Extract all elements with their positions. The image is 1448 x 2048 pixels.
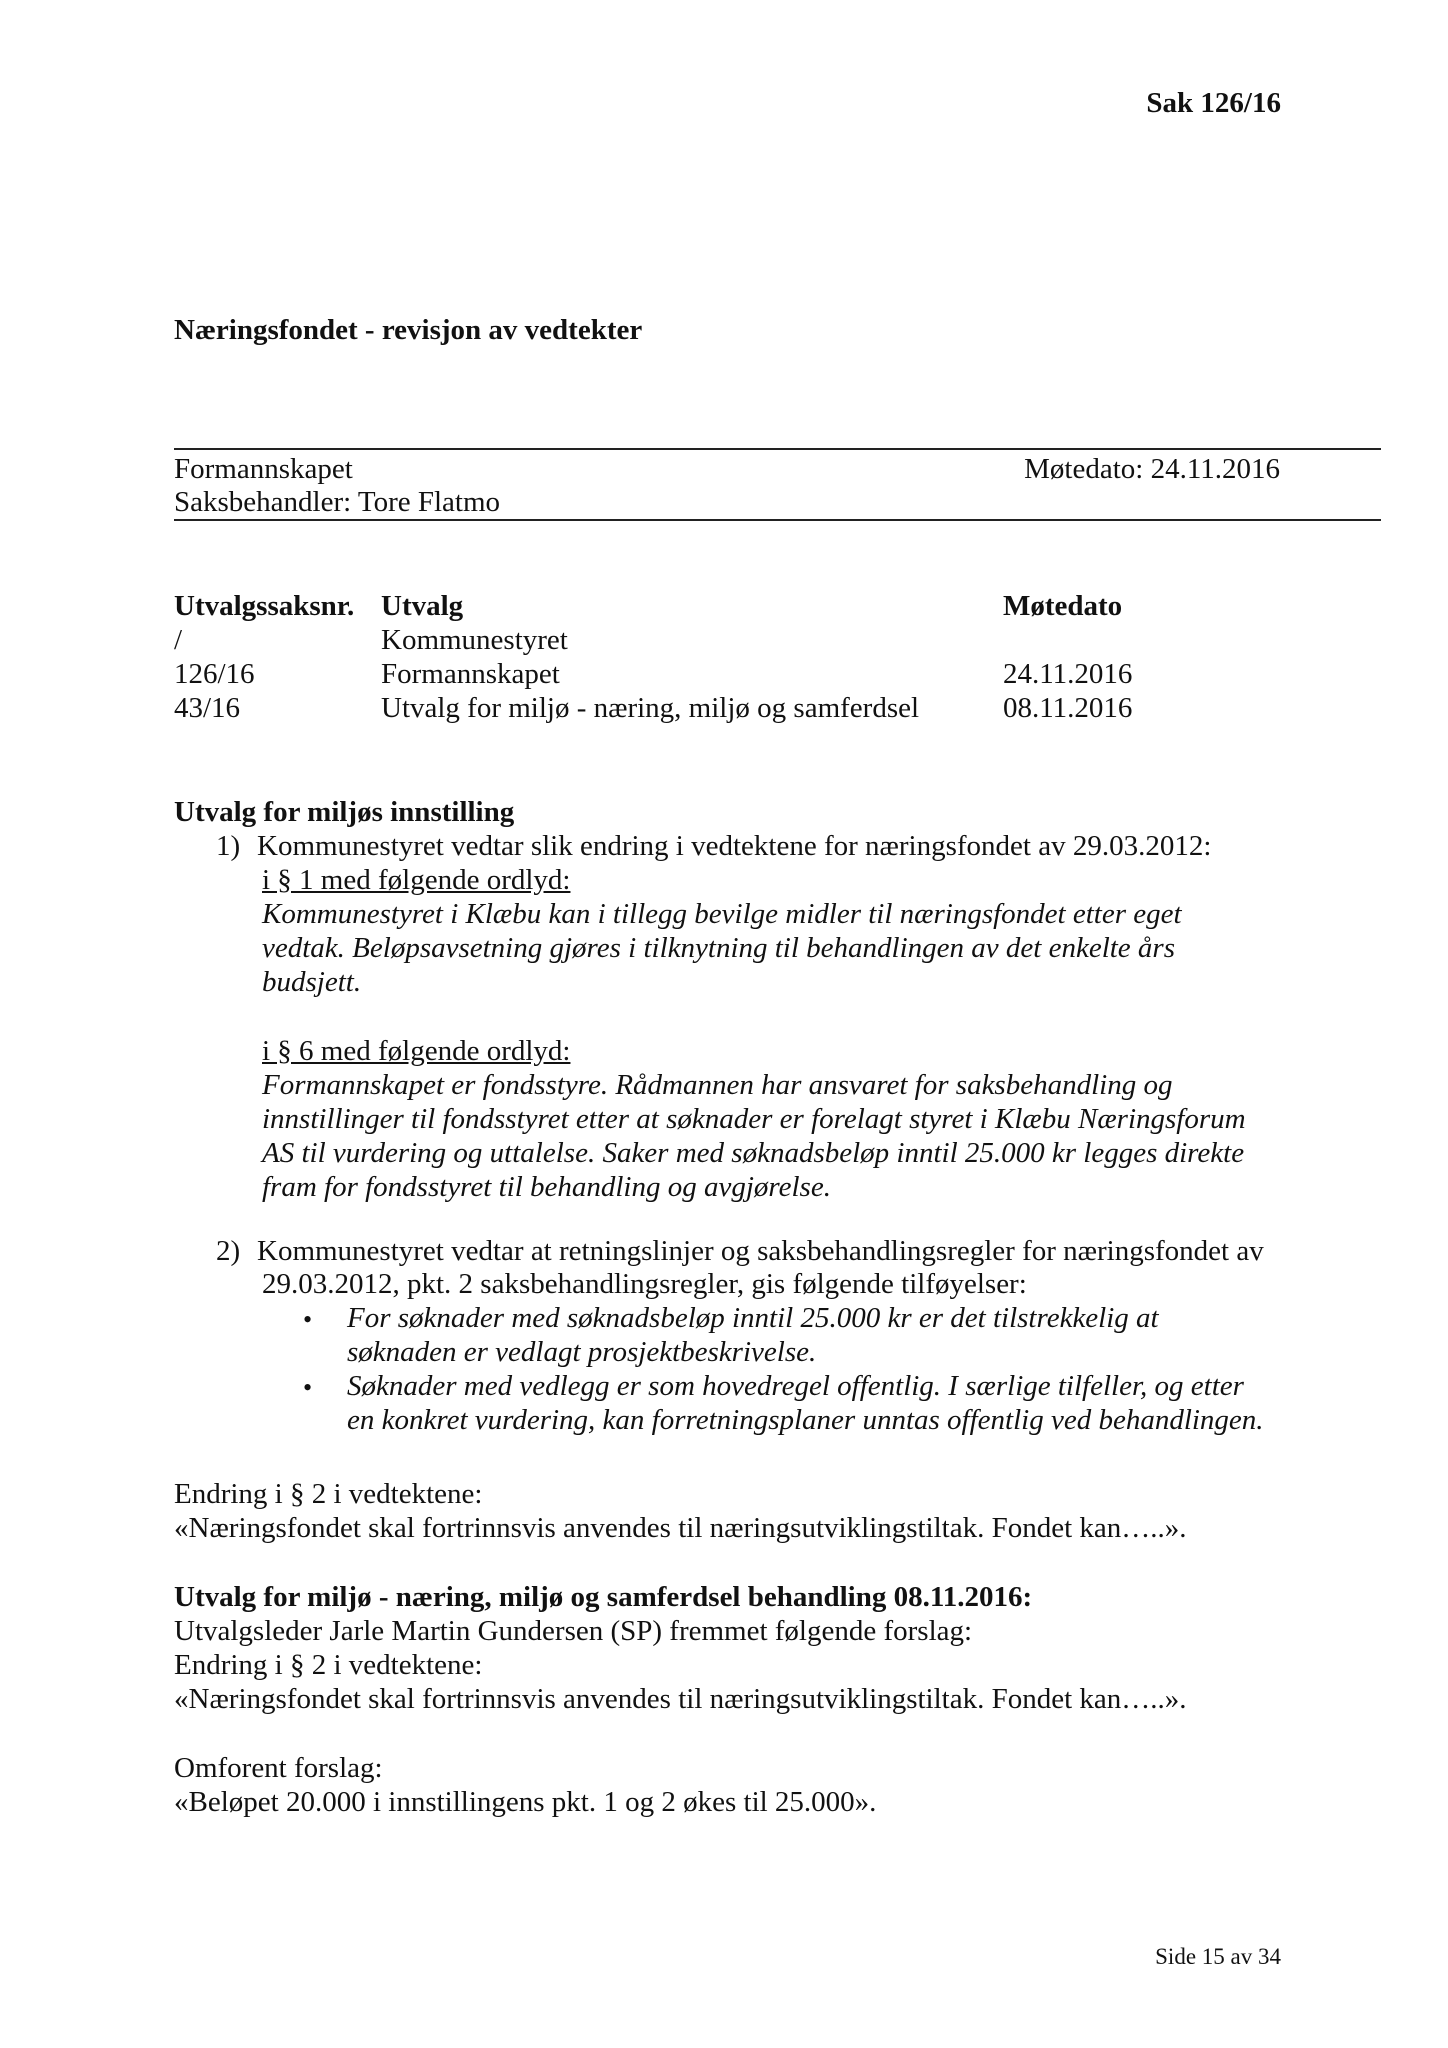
section-text-line: budsjett. [262, 966, 362, 998]
section-text-line: vedtak. Beløpsavsetning gjøres i tilknytning til behandlingen av det enkelte års [262, 932, 1176, 964]
section-label: i § 6 med følgende ordlyd: [262, 1035, 571, 1067]
committee-name: Formannskapet [174, 453, 353, 485]
item-number: 1) [216, 830, 241, 862]
section-label: i § 1 med følgende ordlyd: [262, 864, 571, 896]
agreed-proposal-text: «Beløpet 20.000 i innstillingens pkt. 1 og 2 økes til 25.000». [174, 1786, 877, 1818]
table-cell: 126/16 [174, 658, 255, 690]
table-cell: / [174, 624, 183, 656]
document-title: Næringsfondet - revisjon av vedtekter [174, 314, 643, 346]
item-text: Kommunestyret vedtar slik endring i vedtektene for næringsfondet av 29.03.2012: [257, 830, 1212, 862]
treatment-heading: Utvalg for miljø - næring, miljø og samferdsel behandling 08.11.2016: [174, 1581, 1033, 1613]
change-quote: «Næringsfondet skal fortrinnsvis anvendes til næringsutviklingstiltak. Fondet kan…..». [174, 1683, 1187, 1715]
table-header-committee: Utvalg [381, 590, 464, 622]
case-number: Sak 126/16 [1146, 87, 1281, 119]
item-number: 2) [216, 1235, 241, 1267]
bullet-text-line: Søknader med vedlegg er som hovedregel offentlig. I særlige tilfeller, og etter [347, 1370, 1244, 1402]
section-text-line: AS til vurdering og uttalelse. Saker med søknadsbeløp inntil 25.000 kr legges direkte [262, 1137, 1245, 1169]
section-text-line: fram for fondsstyret til behandling og avgjørelse. [262, 1171, 831, 1203]
table-cell: Kommunestyret [381, 624, 568, 656]
meeting-date: Møtedato: 24.11.2016 [1024, 453, 1280, 485]
proposal-intro: Utvalgsleder Jarle Martin Gundersen (SP) fremmet følgende forslag: [174, 1615, 973, 1647]
table-header-meeting-date: Møtedato [1003, 590, 1123, 622]
bullet-text-line: For søknader med søknadsbeløp inntil 25.000 kr er det tilstrekkelig at [347, 1302, 1159, 1334]
table-cell: Utvalg for miljø - næring, miljø og samferdsel [381, 692, 920, 724]
recommendation-heading: Utvalg for miljøs innstilling [174, 796, 515, 828]
bottom-divider [174, 519, 1381, 521]
section-text-line: Formannskapet er fondsstyre. Rådmannen har ansvaret for saksbehandling og [262, 1069, 1173, 1101]
change-label: Endring i § 2 i vedtektene: [174, 1649, 483, 1681]
top-divider [174, 448, 1381, 450]
case-officer: Saksbehandler: Tore Flatmo [174, 486, 501, 518]
table-cell: 43/16 [174, 692, 241, 724]
table-cell: 24.11.2016 [1003, 658, 1133, 690]
change-label: Endring i § 2 i vedtektene: [174, 1478, 483, 1510]
item-text: Kommunestyret vedtar at retningslinjer og saksbehandlingsregler for næringsfondet av [257, 1235, 1264, 1267]
table-cell: 08.11.2016 [1003, 692, 1133, 724]
table-header-case-number: Utvalgssaksnr. [174, 590, 355, 622]
change-quote: «Næringsfondet skal fortrinnsvis anvendes til næringsutviklingstiltak. Fondet kan…..». [174, 1512, 1187, 1544]
bullet-text-line: en konkret vurdering, kan forretningsplaner unntas offentlig ved behandlingen. [347, 1404, 1264, 1436]
section-text-line: innstillinger til fondsstyret etter at søknader er forelagt styret i Klæbu Næringsforum [262, 1103, 1246, 1135]
section-text-line: Kommunestyret i Klæbu kan i tillegg bevilge midler til næringsfondet etter eget [262, 898, 1182, 930]
item-text: 29.03.2012, pkt. 2 saksbehandlingsregler, gis følgende tilføyelser: [262, 1268, 1027, 1300]
bullet-icon: • [303, 1305, 313, 1334]
agreed-proposal-label: Omforent forslag: [174, 1752, 383, 1784]
page-number: Side 15 av 34 [1155, 1944, 1281, 1969]
table-cell: Formannskapet [381, 658, 560, 690]
bullet-icon: • [303, 1373, 313, 1402]
bullet-text-line: søknaden er vedlagt prosjektbeskrivelse. [347, 1336, 817, 1368]
